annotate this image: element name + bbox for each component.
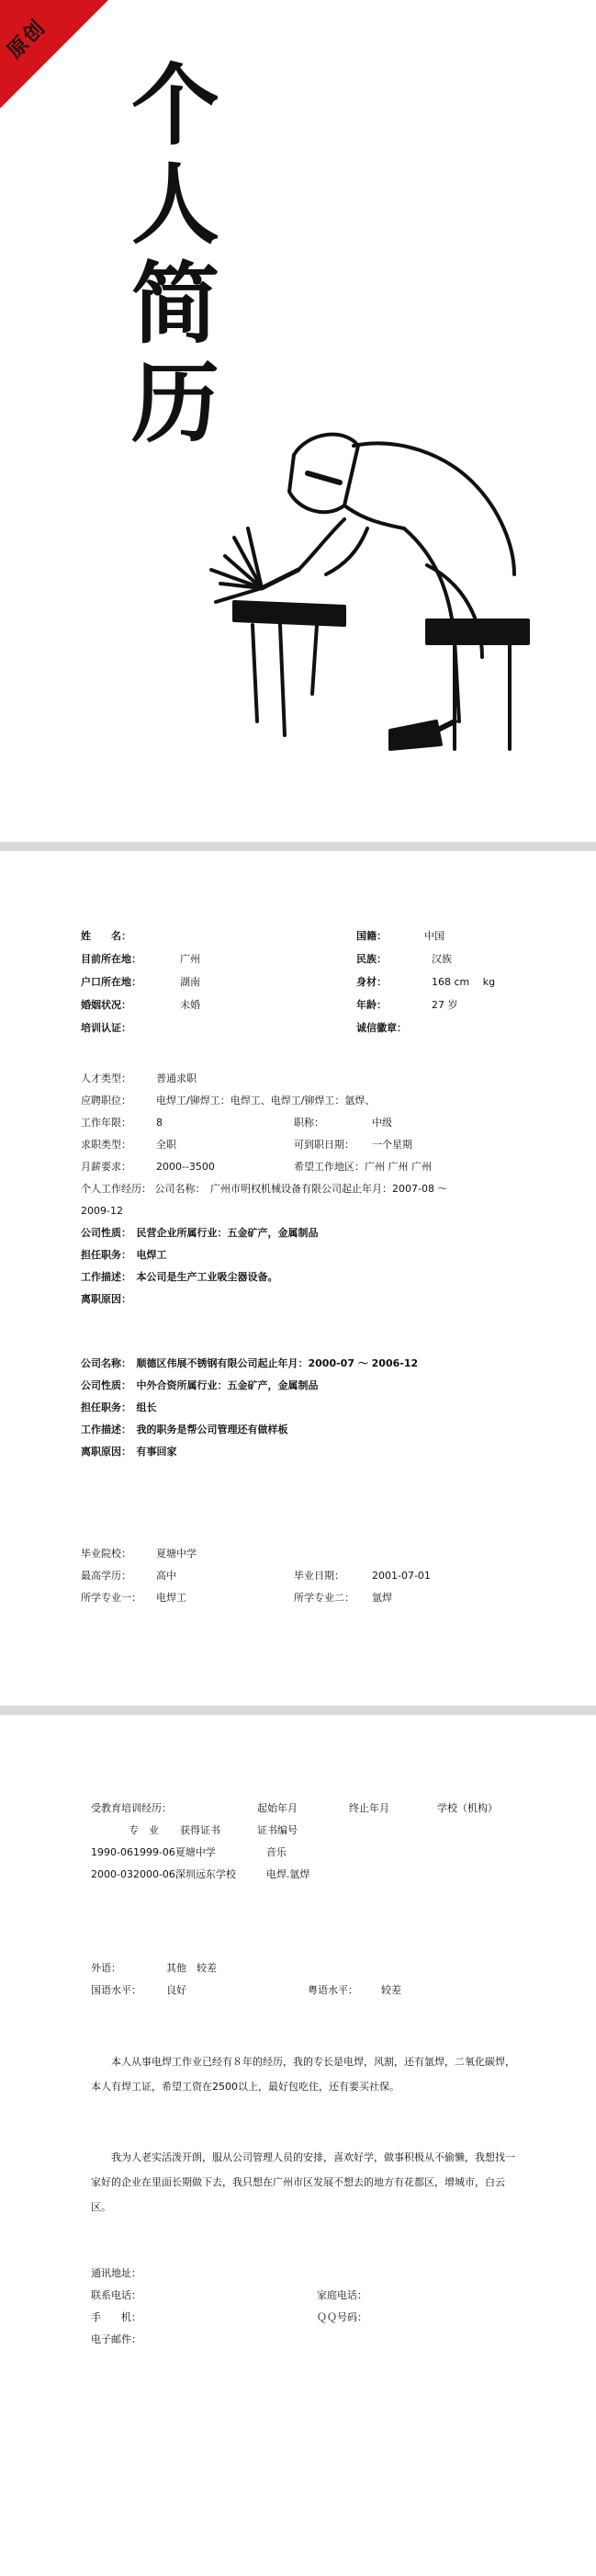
credit-badge-label: 诚信徽章： — [356, 1022, 407, 1034]
position-label: 应聘职位： — [81, 1095, 131, 1106]
position-value: 电焊工/铆焊工：电焊工、电焊工/铆焊工：氩焊、 — [156, 1095, 376, 1106]
foreign-language-label: 外语： — [91, 1962, 121, 1974]
resume-page-3 — [0, 1715, 596, 2576]
start-date-value: 一个星期 — [372, 1139, 412, 1151]
mandarin-value: 良好 — [166, 1984, 186, 1996]
location-value: 广州 — [180, 953, 200, 965]
training-header-major: 专 业 — [129, 1824, 159, 1836]
age-label: 年龄： — [356, 999, 387, 1011]
marital-label: 婚姻状况： — [81, 999, 131, 1011]
experience-1-nature: 公司性质： 民营企业所属行业：五金矿产，金属制品 — [81, 1227, 319, 1239]
nation-value: 中国 — [424, 930, 444, 942]
ethnic-label: 民族： — [356, 953, 387, 965]
experience-2-nature: 公司性质： 中外合资所属行业：五金矿产，金属制品 — [81, 1379, 319, 1391]
address-label: 通讯地址： — [91, 2267, 141, 2279]
experience-2-reason: 离职原因： 有事回家 — [81, 1446, 177, 1458]
degree-value: 高中 — [156, 1570, 176, 1582]
degree-label: 最高学历： — [81, 1570, 131, 1582]
welder-illustration — [207, 418, 565, 818]
experience-1-company-cont: 2009-12 — [81, 1205, 123, 1217]
location-label: 目前所在地： — [81, 953, 141, 965]
experience-2-role: 担任职务： 组长 — [81, 1401, 157, 1413]
phone-label: 联系电话： — [91, 2289, 141, 2301]
foreign-language-value: 其他 较差 — [166, 1962, 217, 1974]
major-1-value: 电焊工 — [156, 1592, 186, 1604]
training-cert-label: 培训认证： — [81, 1022, 131, 1034]
training-header-start: 起始年月 — [257, 1802, 298, 1814]
nation-label: 国籍： — [356, 930, 387, 942]
title-char-4: 历 — [131, 352, 219, 455]
mobile-label: 手 机： — [91, 2311, 141, 2323]
experience-1-role: 担任职务： 电焊工 — [81, 1249, 167, 1261]
major-2-label: 所学专业二： — [294, 1592, 354, 1604]
marital-value: 未婚 — [180, 999, 200, 1011]
hukou-label: 户口所在地： — [81, 976, 141, 988]
grad-date-label: 毕业日期： — [294, 1570, 344, 1582]
home-phone-label: 家庭电话： — [317, 2289, 367, 2301]
job-title-label: 职称： — [294, 1117, 324, 1129]
work-area: 希望工作地区：广州 广州 广州 — [294, 1161, 432, 1173]
jobtype-label: 求职类型： — [81, 1139, 131, 1151]
original-badge-text: 原创 — [3, 16, 51, 63]
qq-label: ＱＱ号码： — [317, 2311, 367, 2323]
mandarin-label: 国语水平： — [91, 1984, 141, 1996]
title-char-1: 个 — [131, 54, 219, 157]
self-intro-paragraph-1: 本人从事电焊工作业已经有８年的经历，我的专长是电焊，风割，还有氩焊，二氧化碳焊，本人有焊工证，希望工资在2500以上，最好包吃住，还有要买社保。 — [91, 2056, 515, 2093]
cover-page — [0, 0, 596, 842]
training-header-end: 终止年月 — [349, 1802, 389, 1814]
school-value: 夏塘中学 — [156, 1548, 197, 1560]
email-label: 电子邮件： — [91, 2333, 141, 2345]
school-label: 毕业院校： — [81, 1548, 131, 1560]
hukou-value: 湖南 — [180, 976, 200, 988]
years-value: 8 — [156, 1117, 163, 1129]
training-header-label: 受教育培训经历： — [91, 1802, 172, 1814]
experience-1-company: 个人工作经历： 公司名称： 广州市明权机械设备有限公司起止年月：2007-08 ～ — [81, 1183, 448, 1195]
job-title-value: 中级 — [372, 1117, 392, 1129]
talent-type-value: 普通求职 — [156, 1072, 197, 1084]
title-char-3: 简 — [131, 253, 219, 356]
major-1-label: 所学专业一： — [81, 1592, 141, 1604]
years-label: 工作年限： — [81, 1117, 131, 1129]
cantonese-label: 粤语水平： — [308, 1984, 358, 1996]
age-value: 27 岁 — [432, 999, 458, 1011]
cantonese-value: 较差 — [381, 1984, 401, 1996]
training-row-2: 2000-032000-06深圳远东学校 电焊.氩焊 — [91, 1868, 310, 1880]
training-header-cert-no: 证书编号 — [257, 1824, 298, 1836]
height-label: 身材： — [356, 976, 387, 988]
salary-value: 2000--3500 — [156, 1161, 215, 1173]
training-header-cert: 获得证书 — [180, 1824, 220, 1836]
title-char-2: 人 — [131, 153, 219, 256]
major-2-value: 氩焊 — [372, 1592, 392, 1604]
salary-label: 月薪要求： — [81, 1161, 131, 1173]
experience-2-desc: 工作描述： 我的职务是帮公司管理还有做样板 — [81, 1424, 288, 1436]
self-intro-paragraph-2: 我为人老实活泼开朗，服从公司管理人员的安排，喜欢好学，做事积极从不偷懒，我想找一家好的企业在里面长期做下去，我只想在广州市区发展不想去的地方有花都区，增城市，白云区。 — [91, 2151, 515, 2213]
resume-page-2 — [0, 851, 596, 1706]
experience-1-reason: 离职原因： — [81, 1293, 131, 1305]
experience-2-company: 公司名称： 顺德区伟展不锈钢有限公司起止年月：2000-07 ～ 2006-12 — [81, 1357, 419, 1369]
training-row-1: 1990-061999-06夏塘中学 音乐 — [91, 1846, 287, 1858]
jobtype-value: 全职 — [156, 1139, 176, 1151]
training-header-school: 学校（机构） — [437, 1802, 498, 1814]
talent-type-label: 人才类型： — [81, 1072, 131, 1084]
name-label: 姓 名： — [81, 930, 131, 942]
start-date-label: 可到职日期： — [294, 1139, 354, 1151]
experience-1-desc: 工作描述： 本公司是生产工业吸尘器设备。 — [81, 1271, 278, 1283]
height-value: 168 cm kg — [432, 976, 496, 988]
grad-date-value: 2001-07-01 — [372, 1570, 431, 1582]
ethnic-value: 汉族 — [432, 953, 452, 965]
